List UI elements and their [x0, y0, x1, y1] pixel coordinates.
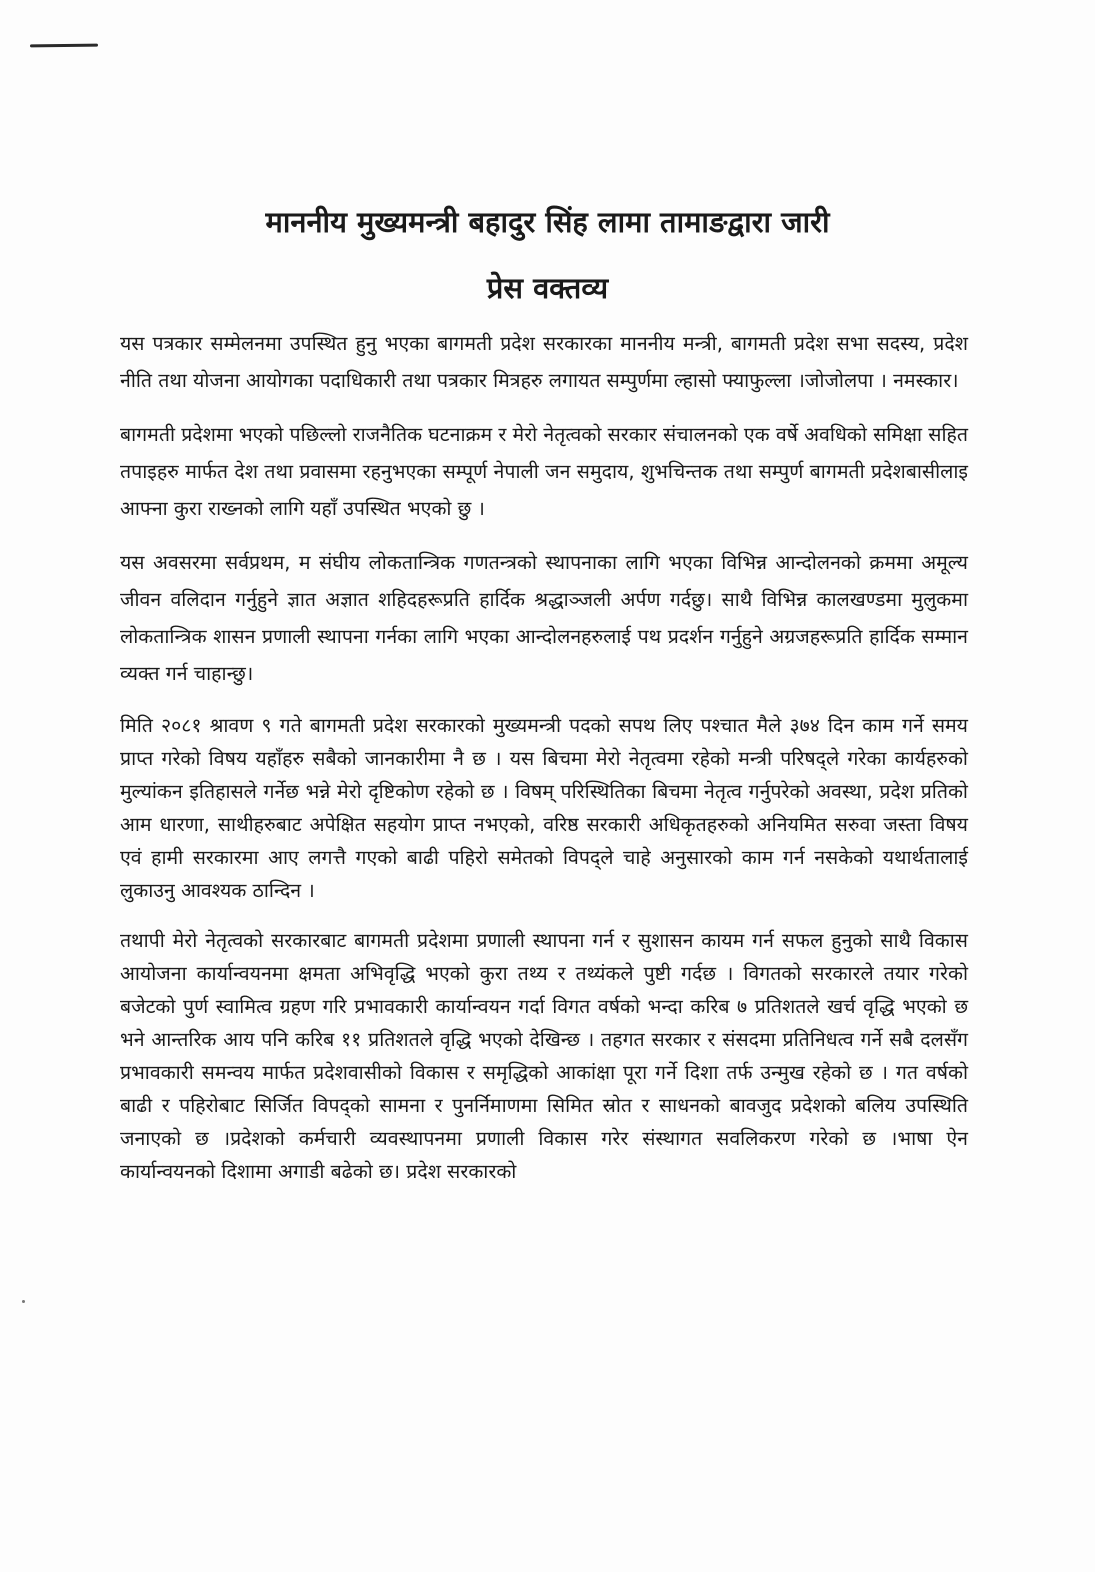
paragraph-introduction: बागमती प्रदेशमा भएको पछिल्लो राजनैतिक घटनाक्रम र मेरो नेतृत्वको सरकार संचालनको एक वर्षे अवधिको समिक्षा सहित तपाइहरु मार्फत देश तथा प्रवासमा रहनुभएका सम्पूर्ण नेपाली जन समुदाय, शुभचिन्तक तथा सम्पुर्ण बागमती प्रदेशबासीलाइ आफ्ना कुरा राख्नको लागि यहाँ उपस्थित भएको छु । [120, 423, 968, 520]
scan-mark [30, 44, 98, 48]
document-title: माननीय मुख्यमन्त्री बहादुर सिंह लामा तामाङद्वारा जारी [265, 205, 830, 239]
paragraph-achievements: तथापी मेरो नेतृत्वको सरकारबाट बागमती प्रदेशमा प्रणाली स्थापना गर्न र सुशासन कायम गर्न सफल हुनुको साथै विकास आयोजना कार्यान्वयनमा क्षमता अभिवृद्धि भएको कुरा तथ्य र तथ्यंकले पुष्टी गर्दछ । विगतको सरकारले तयार गरेको बजेटको पुर्ण स्वामित्व ग्रहण गरि प्रभावकारी कार्यान्वयन गर्दा विगत वर्षको भन्दा करिब ७ प्रतिशतले खर्च वृद्धि भएको छ भने आन्तरिक आय पनि करिब ११ प्रतिशतले वृद्धि भएको देखिन्छ । तहगत सरकार र संसदमा प्रतिनिधत्व गर्ने सबै दलसँग प्रभावकारी समन्वय मार्फत प्रदेशवासीको विकास र समृद्धिको आकांक्षा पूरा गर्ने दिशा तर्फ उन्मुख रहेको छ । गत वर्षको बाढी र पहिरोबाट सिर्जित विपद्को सामना र पुनर्निमाणमा सिमित स्रोत र साधनको बावजुद प्रदेशको बलिय उपस्थिति जनाएको छ ।प्रदेशको कर्मचारी व्यवस्थापनमा प्रणाली विकास गरेर संस्थागत सवलिकरण गरेको छ ।भाषा ऐन कार्यान्वयनको दिशामा अगाडी बढेको छ। प्रदेश सरकारको [120, 929, 968, 1183]
document-subtitle: प्रेस वक्तव्य [486, 271, 609, 305]
paragraph-tenure-review: मिति २०८१ श्रावण ९ गते बागमती प्रदेश सरकारको मुख्यमन्त्री पदको सपथ लिए पश्चात मैले ३७४ दिन काम गर्ने समय प्राप्त गरेको विषय यहाँहरु सबैको जानकारीमा नै छ । यस बिचमा मेरो नेतृत्वमा रहेको मन्त्री परिषद्ले गरेका कार्यहरुको मुल्यांकन इतिहासले गर्नेछ भन्ने मेरो दृष्टिकोण रहेको छ । विषम् परिस्थितिका बिचमा नेतृत्व गर्नुपरेको अवस्था, प्रदेश प्रतिको आम धारणा, साथीहरुबाट अपेक्षित सहयोग प्राप्त नभएको, वरिष्ठ सरकारी अधिकृतहरुको अनियमित सरुवा जस्ता विषय एवं हामी सरकारमा आए लगत्तै गएको बाढी पहिरो समेतको विपद्ले चाहे अनुसारको काम गर्न नसकेको यथार्थतालाई लुकाउनु आवश्यक ठान्दिन । [120, 714, 968, 902]
paragraph-tribute: यस अवसरमा सर्वप्रथम, म संघीय लोकतान्त्रिक गणतन्त्रको स्थापनाका लागि भएका विभिन्न आन्दोलनको क्रममा अमूल्य जीवन वलिदान गर्नुहुने ज्ञात अज्ञात शहिदहरूप्रति हार्दिक श्रद्धाञ्जली अर्पण गर्दछु। साथै विभिन्न कालखण्डमा मुलुकमा लोकतान्त्रिक शासन प्रणाली स्थापना गर्नका लागि भएका आन्दोलनहरुलाई पथ प्रदर्शन गर्नुहुने अग्रजहरूप्रति हार्दिक सम्मान व्यक्त गर्न चाहान्छु। [120, 551, 968, 685]
paragraph-greeting: यस पत्रकार सम्मेलनमा उपस्थित हुनु भएका बागमती प्रदेश सरकारका माननीय मन्त्री, बागमती प्रदेश सभा सदस्य, प्रदेश नीति तथा योजना आयोगका पदाधिकारी तथा पत्रकार मित्रहरु लगायत सम्पुर्णमा ल्हासो फ्याफुल्ला ।जोजोलपा । नमस्कार। [120, 332, 968, 392]
scan-speck [22, 1300, 25, 1303]
document-body [120, 325, 968, 1205]
